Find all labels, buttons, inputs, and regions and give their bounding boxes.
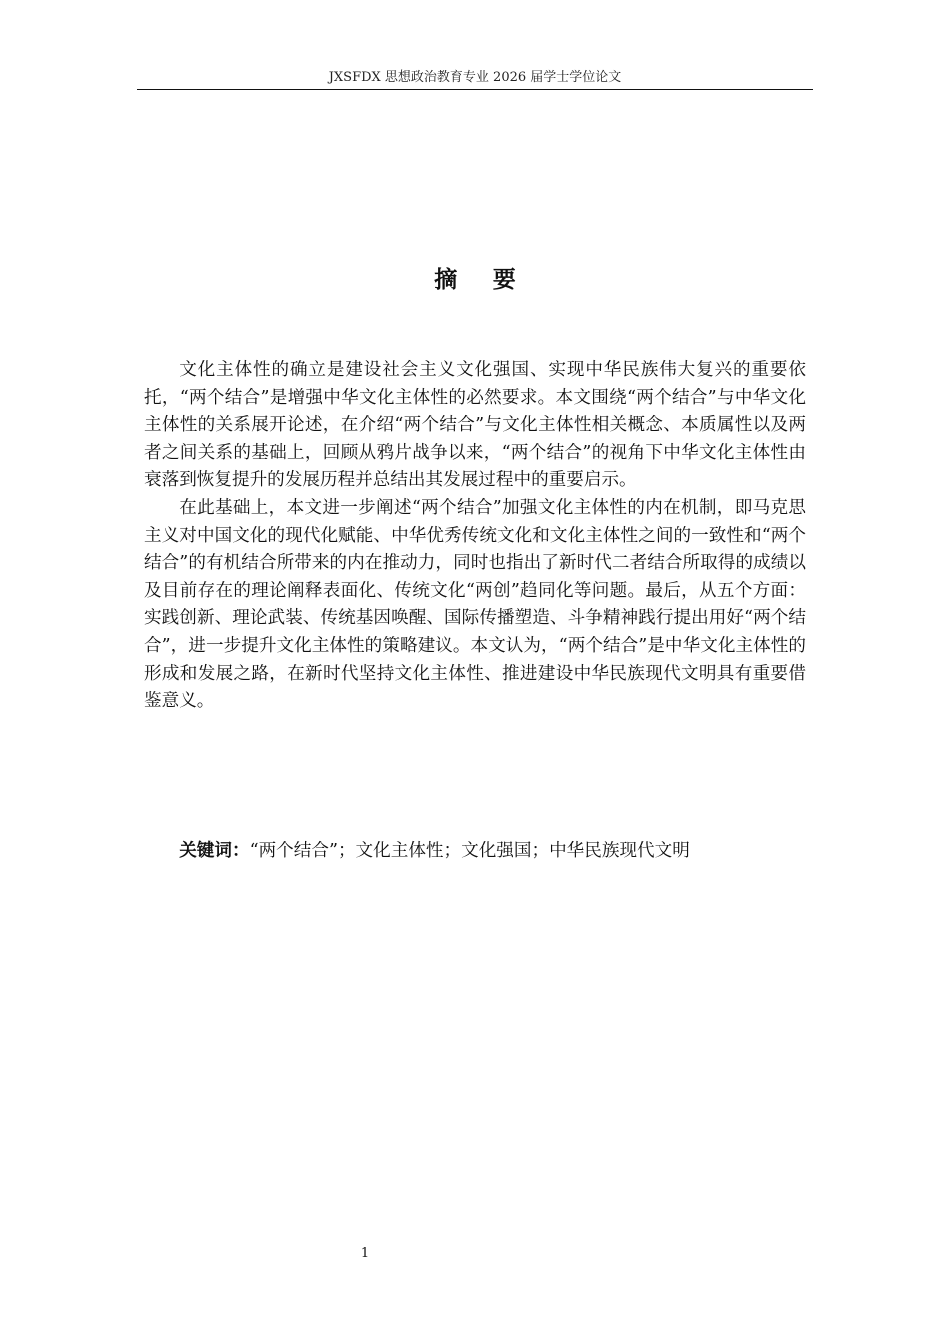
abstract-paragraph-2: 在此基础上，本文进一步阐述“两个结合”加强文化主体性的内在机制，即马克思主义对中国文化的现代化赋能、中华优秀传统文化和文化主体性之间的一致性和“两个结合”的有机结合所带来的内在推动力，同时也指出了新时代二者结合所取得的成绩以及目前存在的理论阐释表面化、传统文化“两创”趋同化等问题。最后，从五个方面：实践创新、理论武装、传统基因唤醒、国际传播塑造、斗争精神践行提出用好“两个结合”，进一步提升文化主体性的策略建议。本文认为，“两个结合”是中华文化主体性的形成和发展之路，在新时代坚持文化主体性、推进建设中华民族现代文明具有重要借鉴意义。 [144, 497, 806, 712]
header-rule [137, 89, 813, 90]
keywords-label: 关键词： [179, 841, 250, 861]
abstract-paragraph-1: 文化主体性的确立是建设社会主义文化强国、实现中华民族伟大复兴的重要依托，“两个结合”是增强中华文化主体性的必然要求。本文围绕“两个结合”与中华文化主体性的关系展开论述，在介绍“两个结合”与文化主体性相关概念、本质属性以及两者之间关系的基础上，回顾从鸦片战争以来，“两个结合”的视角下中华文化主体性由衰落到恢复提升的发展历程并总结出其发展过程中的重要启示。 [144, 360, 806, 491]
abstract-title: 摘 要 [434, 267, 530, 293]
running-header: JXSFDX 思想政治教育专业 2026 届学士学位论文 [328, 70, 622, 85]
page-number: 1 [360, 1246, 370, 1261]
abstract-body [144, 357, 806, 716]
keywords-text: “两个结合”；文化主体性；文化强国；中华民族现代文明 [249, 841, 690, 861]
keywords-line [144, 838, 806, 866]
